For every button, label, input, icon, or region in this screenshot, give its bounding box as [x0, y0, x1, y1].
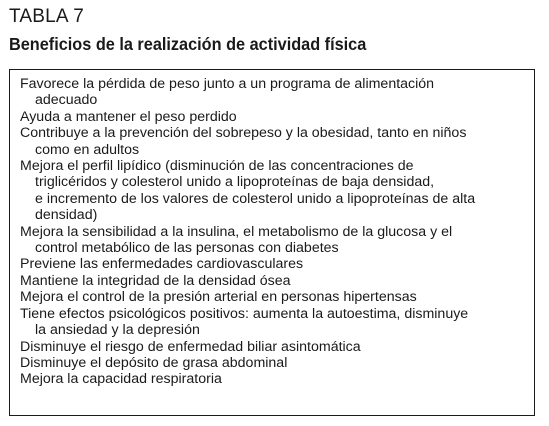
item-line-continuation: triglicéridos y colesterol unido a lipoproteínas de baja densidad,: [35, 174, 435, 191]
item-line: Mejora la sensibilidad a la insulina, el metabolismo de la glucosa y el: [20, 223, 453, 240]
list-item: [20, 273, 534, 289]
list-item: [20, 125, 534, 158]
item-line-continuation: como en adultos: [35, 141, 140, 158]
list-item: [20, 224, 534, 257]
item-line-continuation: densidad): [35, 207, 98, 224]
item-line: Mantiene la integridad de la densidad ósea: [20, 272, 291, 289]
item-line: Tiene efectos psicológicos positivos: aumenta la autoestima, disminuye: [20, 305, 469, 322]
list-item: [20, 109, 534, 125]
benefits-box: [9, 69, 535, 416]
list-item: [20, 289, 534, 305]
list-item: [20, 355, 534, 371]
list-item: [20, 256, 534, 272]
item-line: Previene las enfermedades cardiovasculares: [20, 256, 304, 273]
list-item: [20, 158, 534, 224]
item-line: Ayuda a mantener el peso perdido: [20, 108, 237, 125]
item-line: Favorece la pérdida de peso junto a un programa de alimentación: [20, 76, 435, 92]
item-line-continuation: e incremento de los valores de colesterol unido a lipoproteínas de alta: [35, 190, 476, 207]
list-item: [20, 371, 534, 387]
item-line: Disminuye el riesgo de enfermedad biliar asintomática: [20, 338, 361, 355]
item-line: Contribuye a la prevención del sobrepeso y la obesidad, tanto en niños: [20, 125, 467, 142]
item-line-continuation: adecuado: [35, 92, 98, 109]
table-label: TABLA 7: [9, 6, 84, 27]
item-line-continuation: control metabólico de las personas con diabetes: [35, 240, 339, 257]
table-title: Beneficios de la realización de actividad física: [9, 34, 367, 54]
item-line: Disminuye el depósito de grasa abdominal: [20, 354, 288, 371]
item-line-continuation: la ansiedad y la depresión: [35, 322, 200, 339]
list-item: [20, 339, 534, 355]
benefits-list: [10, 70, 534, 388]
item-line: Mejora el perfil lipídico (disminución de las concentraciones de: [20, 158, 414, 175]
item-line: Mejora la capacidad respiratoria: [20, 371, 222, 388]
list-item: [20, 76, 534, 109]
list-item: [20, 306, 534, 339]
item-line: Mejora el control de la presión arterial en personas hipertensas: [20, 289, 417, 306]
